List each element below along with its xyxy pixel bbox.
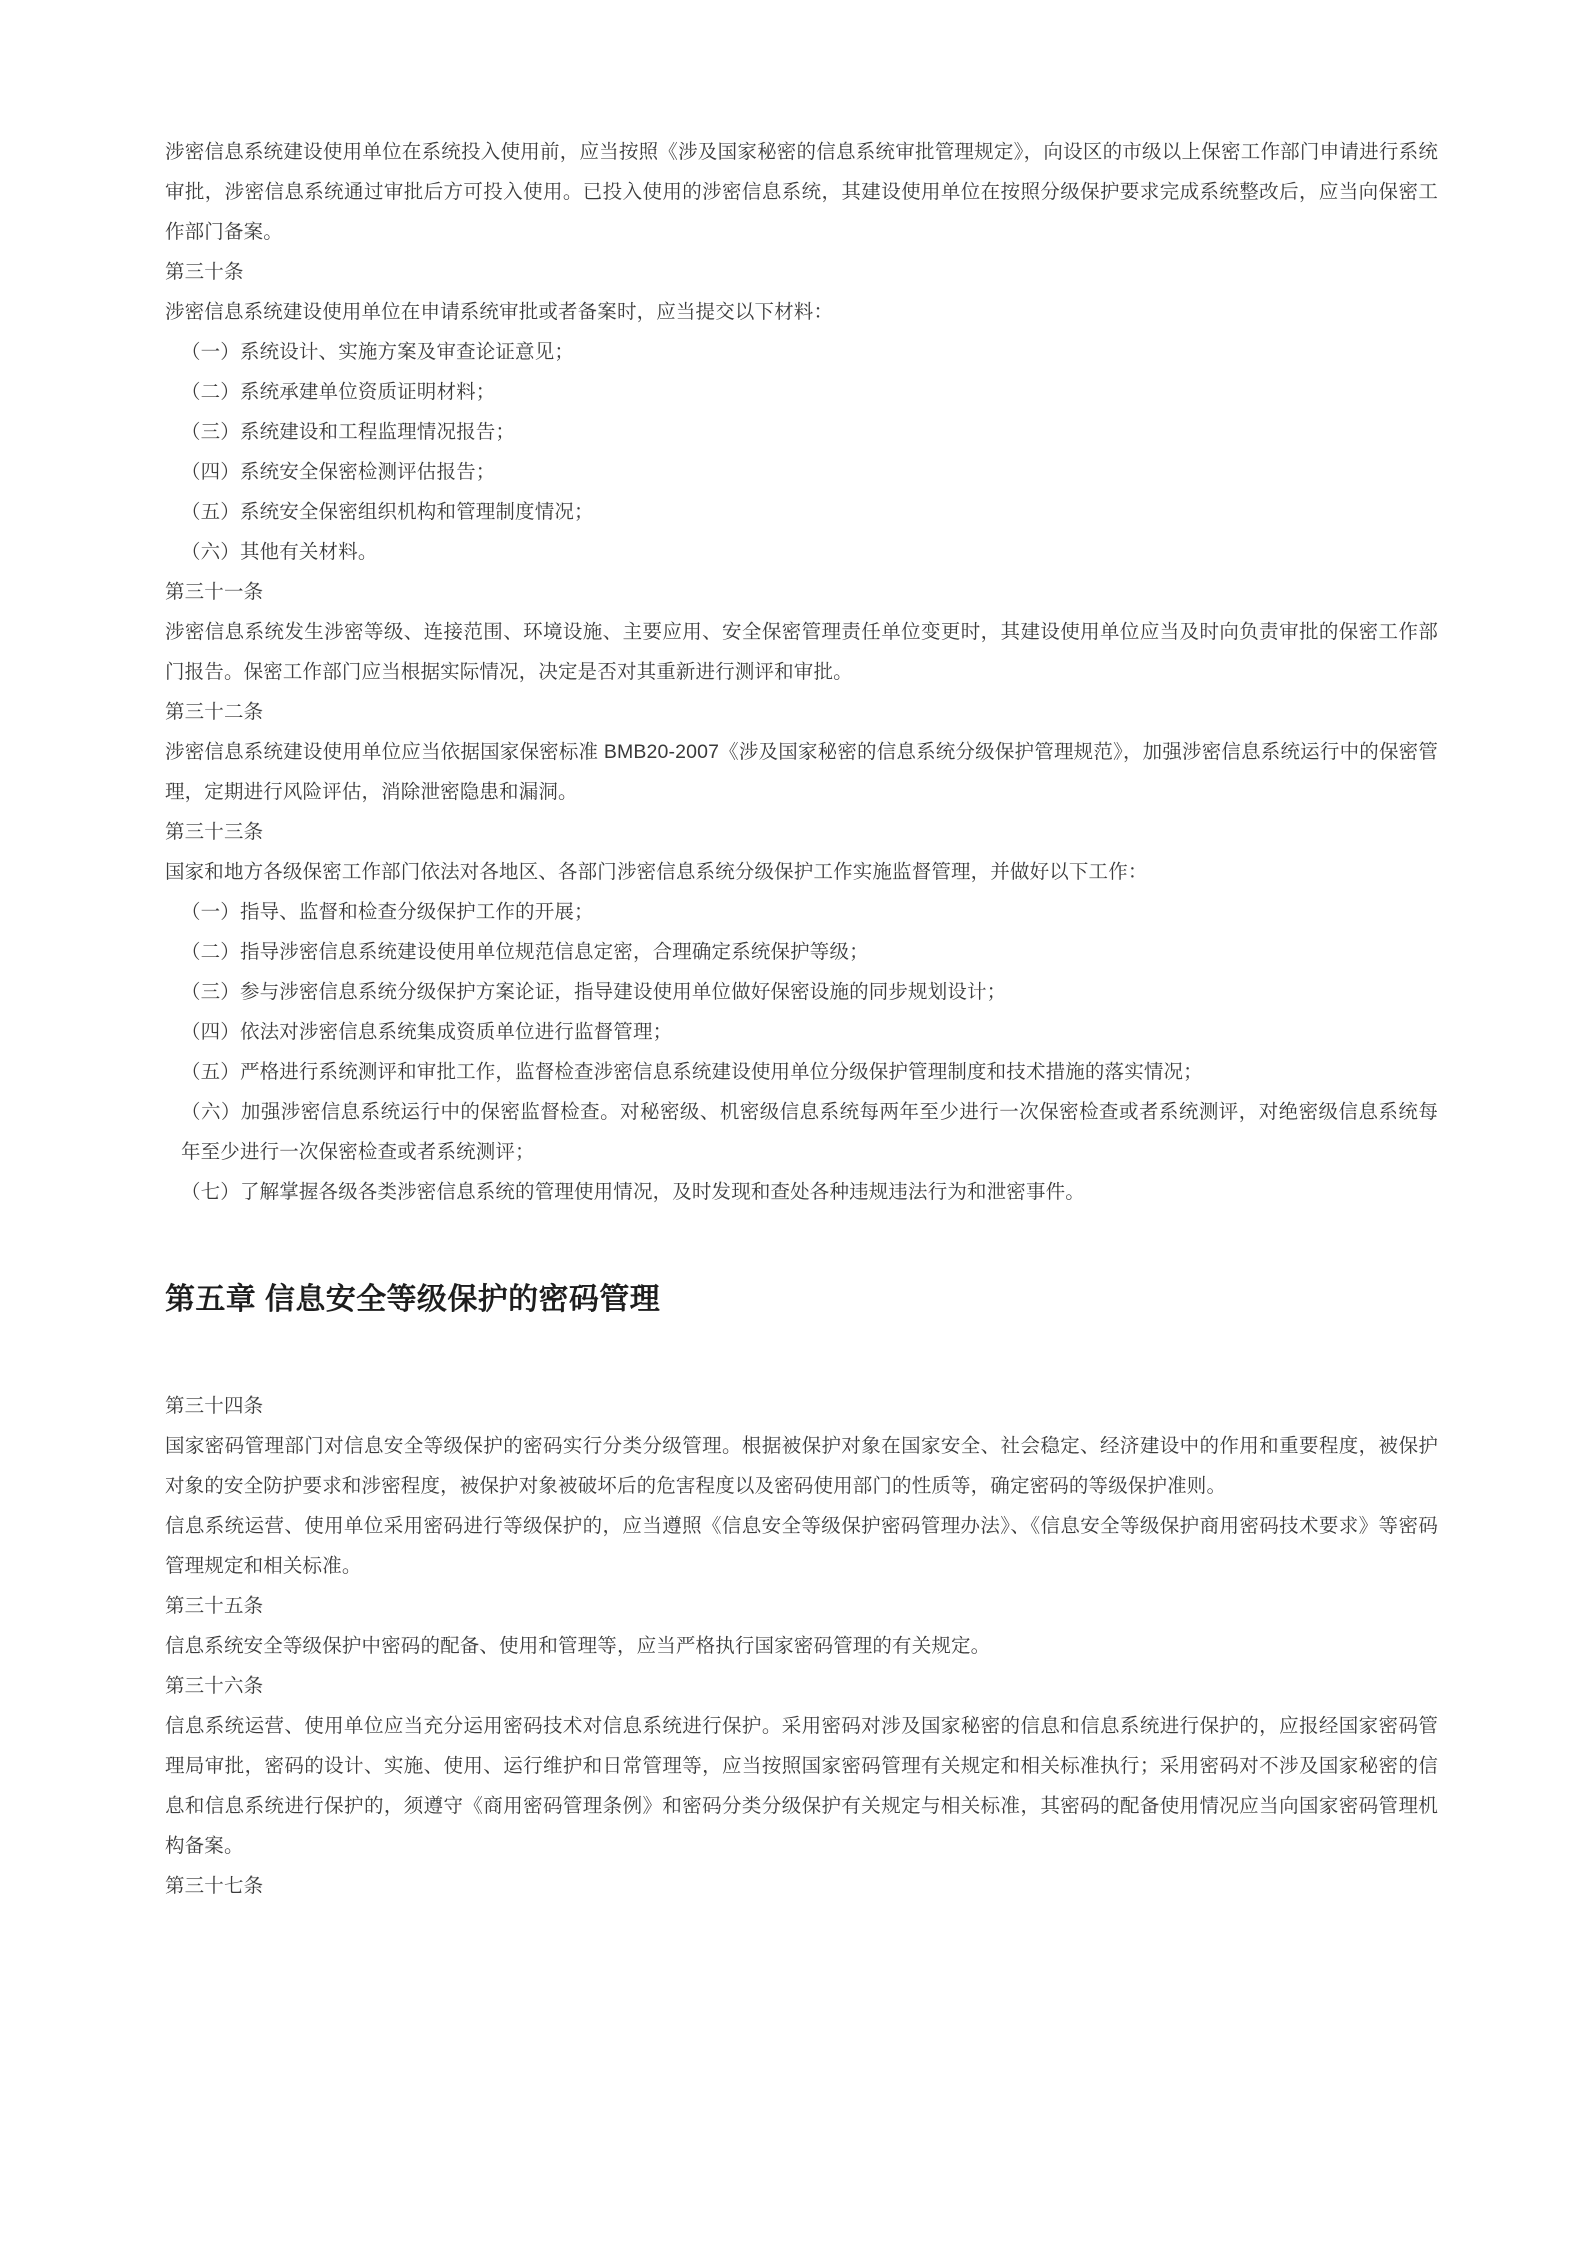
list-item: （二）指导涉密信息系统建设使用单位规范信息定密，合理确定系统保护等级；	[181, 941, 869, 963]
list-item: （一）系统设计、实施方案及审查论证意见；	[181, 341, 575, 363]
article-number-32: 第三十二条	[165, 701, 264, 723]
document-body	[165, 132, 1438, 1906]
article-35-body: 信息系统安全等级保护中密码的配备、使用和管理等，应当严格执行国家密码管理的有关规定。	[165, 1635, 991, 1657]
list-item: （六）其他有关材料。	[181, 541, 378, 563]
list-item: （三）参与涉密信息系统分级保护方案论证，指导建设使用单位做好保密设施的同步规划设计；	[181, 981, 1007, 1003]
paragraph-intro: 涉密信息系统建设使用单位在系统投入使用前，应当按照《涉及国家秘密的信息系统审批管理规定》，向设区的市级以上保密工作部门申请进行系统审批，涉密信息系统通过审批后方可投入使用。已投入使用的涉密信息系统，其建设使用单位在按照分级保护要求完成系统整改后，应当向保密工作部门备案。	[165, 141, 1438, 243]
article-31-body: 涉密信息系统发生涉密等级、连接范围、环境设施、主要应用、安全保密管理责任单位变更时，其建设使用单位应当及时向负责审批的保密工作部门报告。保密工作部门应当根据实际情况，决定是否对其重新进行测评和审批。	[165, 621, 1438, 683]
chapter-spacer-bottom	[165, 1322, 1438, 1386]
article-32-body: 涉密信息系统建设使用单位应当依据国家保密标准 BMB20-2007《涉及国家秘密的信息系统分级保护管理规范》，加强涉密信息系统运行中的保密管理，定期进行风险评估，消除泄密隐患和漏洞。	[165, 741, 1438, 803]
article-number-36: 第三十六条	[165, 1675, 264, 1697]
list-item: （二）系统承建单位资质证明材料；	[181, 381, 496, 403]
article-30-lead: 涉密信息系统建设使用单位在申请系统审批或者备案时，应当提交以下材料：	[165, 301, 834, 323]
article-34-body-part2: 信息系统运营、使用单位采用密码进行等级保护的，应当遵照《信息安全等级保护密码管理办法》、《信息安全等级保护商用密码技术要求》等密码管理规定和相关标准。	[165, 1515, 1438, 1577]
list-item: （五）严格进行系统测评和审批工作，监督检查涉密信息系统建设使用单位分级保护管理制度和技术措施的落实情况；	[181, 1061, 1203, 1083]
article-number-34: 第三十四条	[165, 1395, 264, 1417]
list-item: （七）了解掌握各级各类涉密信息系统的管理使用情况，及时发现和查处各种违规违法行为和泄密事件。	[181, 1181, 1085, 1203]
article-36-body: 信息系统运营、使用单位应当充分运用密码技术对信息系统进行保护。采用密码对涉及国家秘密的信息和信息系统进行保护的，应报经国家密码管理局审批，密码的设计、实施、使用、运行维护和日常管理等，应当按照国家密码管理有关规定和相关标准执行；采用密码对不涉及国家秘密的信息和信息系统进行保护的，须遵守《商用密码管理条例》和密码分类分级保护有关规定与相关标准，其密码的配备使用情况应当向国家密码管理机构备案。	[165, 1715, 1438, 1857]
list-item: （一）指导、监督和检查分级保护工作的开展；	[181, 901, 594, 923]
article-number-35: 第三十五条	[165, 1595, 264, 1617]
article-number-31: 第三十一条	[165, 581, 264, 603]
article-34-body-part1: 国家密码管理部门对信息安全等级保护的密码实行分类分级管理。根据被保护对象在国家安全、社会稳定、经济建设中的作用和重要程度，被保护对象的安全防护要求和涉密程度，被保护对象被破坏后的危害程度以及密码使用部门的性质等，确定密码的等级保护准则。	[165, 1435, 1438, 1497]
list-item: （四）依法对涉密信息系统集成资质单位进行监督管理；	[181, 1021, 673, 1043]
chapter-heading-5: 第五章 信息安全等级保护的密码管理	[165, 1283, 661, 1316]
article-number-33: 第三十三条	[165, 821, 264, 843]
list-item: （四）系统安全保密检测评估报告；	[181, 461, 496, 483]
article-number-37: 第三十七条	[165, 1875, 264, 1897]
list-item: （六）加强涉密信息系统运行中的保密监督检查。对秘密级、机密级信息系统每两年至少进行一次保密检查或者系统测评，对绝密级信息系统每年至少进行一次保密检查或者系统测评；	[181, 1101, 1438, 1163]
article-33-lead: 国家和地方各级保密工作部门依法对各地区、各部门涉密信息系统分级保护工作实施监督管理，并做好以下工作：	[165, 861, 1148, 883]
list-item: （三）系统建设和工程监理情况报告；	[181, 421, 516, 443]
chapter-spacer-top	[165, 1212, 1438, 1278]
article-number-30: 第三十条	[165, 261, 244, 283]
list-item: （五）系统安全保密组织机构和管理制度情况；	[181, 501, 594, 523]
